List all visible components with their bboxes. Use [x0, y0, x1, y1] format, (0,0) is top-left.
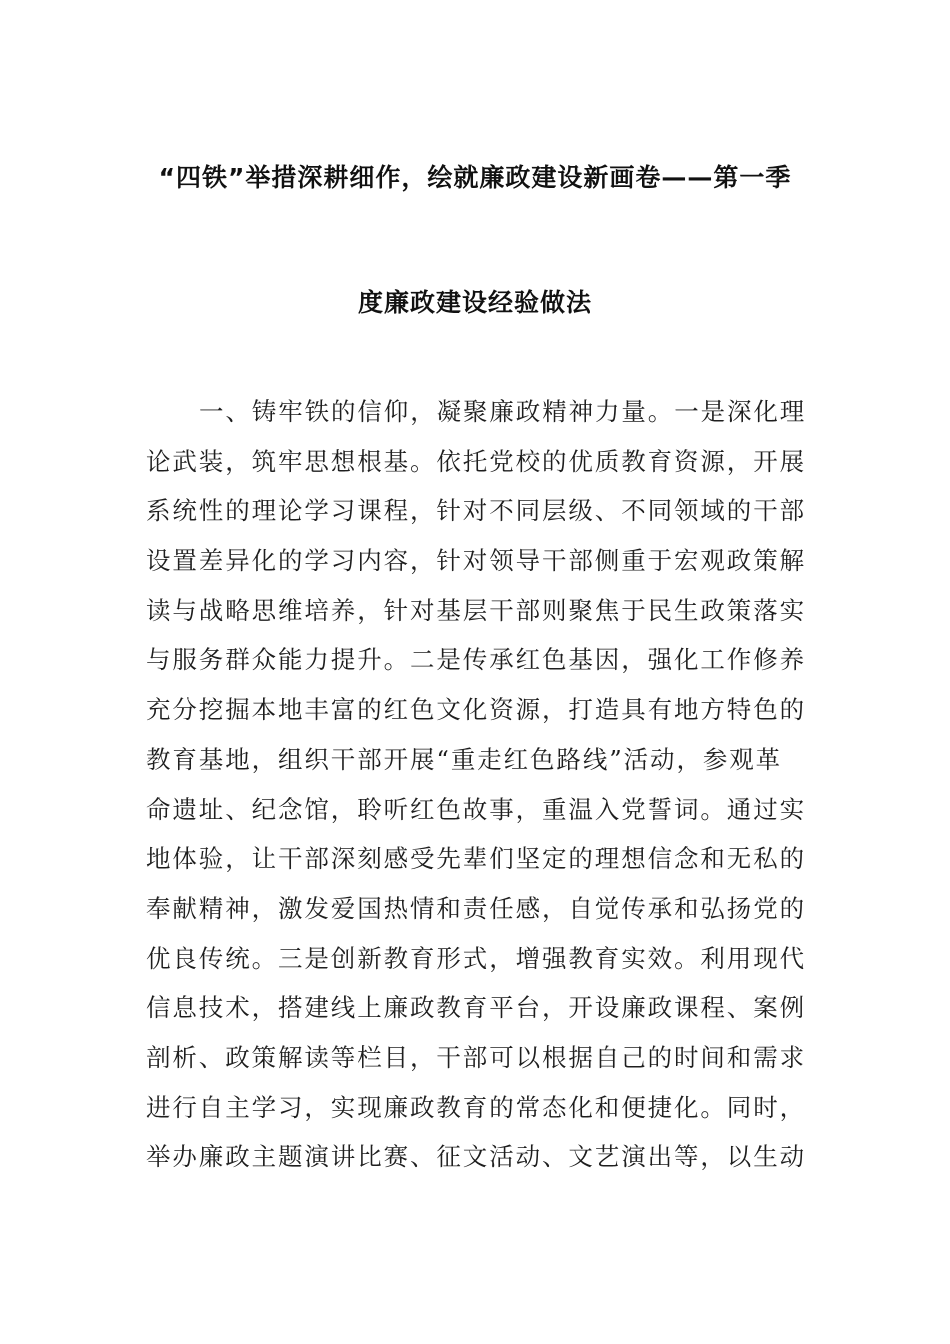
body-line: 进行自主学习，实现廉政教育的常态化和便捷化。同时， — [146, 1092, 806, 1122]
body-line: 剖析、政策解读等栏目，干部可以根据自己的时间和需求 — [146, 1042, 806, 1072]
body-line: 充分挖掘本地丰富的红色文化资源，打造具有地方特色的 — [146, 695, 806, 725]
body-line: 读与战略思维培养，针对基层干部则聚焦于民生政策落实 — [146, 595, 806, 625]
body-line: 与服务群众能力提升。二是传承红色基因，强化工作修养 — [146, 645, 806, 675]
body-line: 信息技术，搭建线上廉政教育平台，开设廉政课程、案例 — [146, 993, 806, 1023]
document-body — [146, 391, 806, 1186]
body-line: 系统性的理论学习课程，针对不同层级、不同领域的干部 — [146, 496, 806, 526]
body-line: 设置差异化的学习内容，针对领导干部侧重于宏观政策解 — [146, 546, 806, 576]
body-line: 教育基地，组织干部开展“重走红色路线”活动，参观革 — [146, 744, 783, 774]
body-line: 举办廉政主题演讲比赛、征文活动、文艺演出等，以生动 — [146, 1142, 806, 1172]
document-title-line-2: 度廉政建设经验做法 — [357, 288, 592, 317]
body-line: 奉献精神，激发爱国热情和责任感，自觉传承和弘扬党的 — [146, 893, 806, 923]
body-line: 命遗址、纪念馆，聆听红色故事，重温入党誓词。通过实 — [146, 794, 806, 824]
document-title-line-1: “四铁”举措深耕细作，绘就廉政建设新画卷——第一季 — [158, 163, 792, 192]
body-line: 论武装，筑牢思想根基。依托党校的优质教育资源，开展 — [146, 446, 806, 476]
body-line: 一、铸牢铁的信仰，凝聚廉政精神力量。一是深化理 — [199, 397, 806, 426]
body-line: 优良传统。三是创新教育形式，增强教育实效。利用现代 — [146, 943, 806, 973]
body-line: 地体验，让干部深刻感受先辈们坚定的理想信念和无私的 — [146, 844, 806, 874]
